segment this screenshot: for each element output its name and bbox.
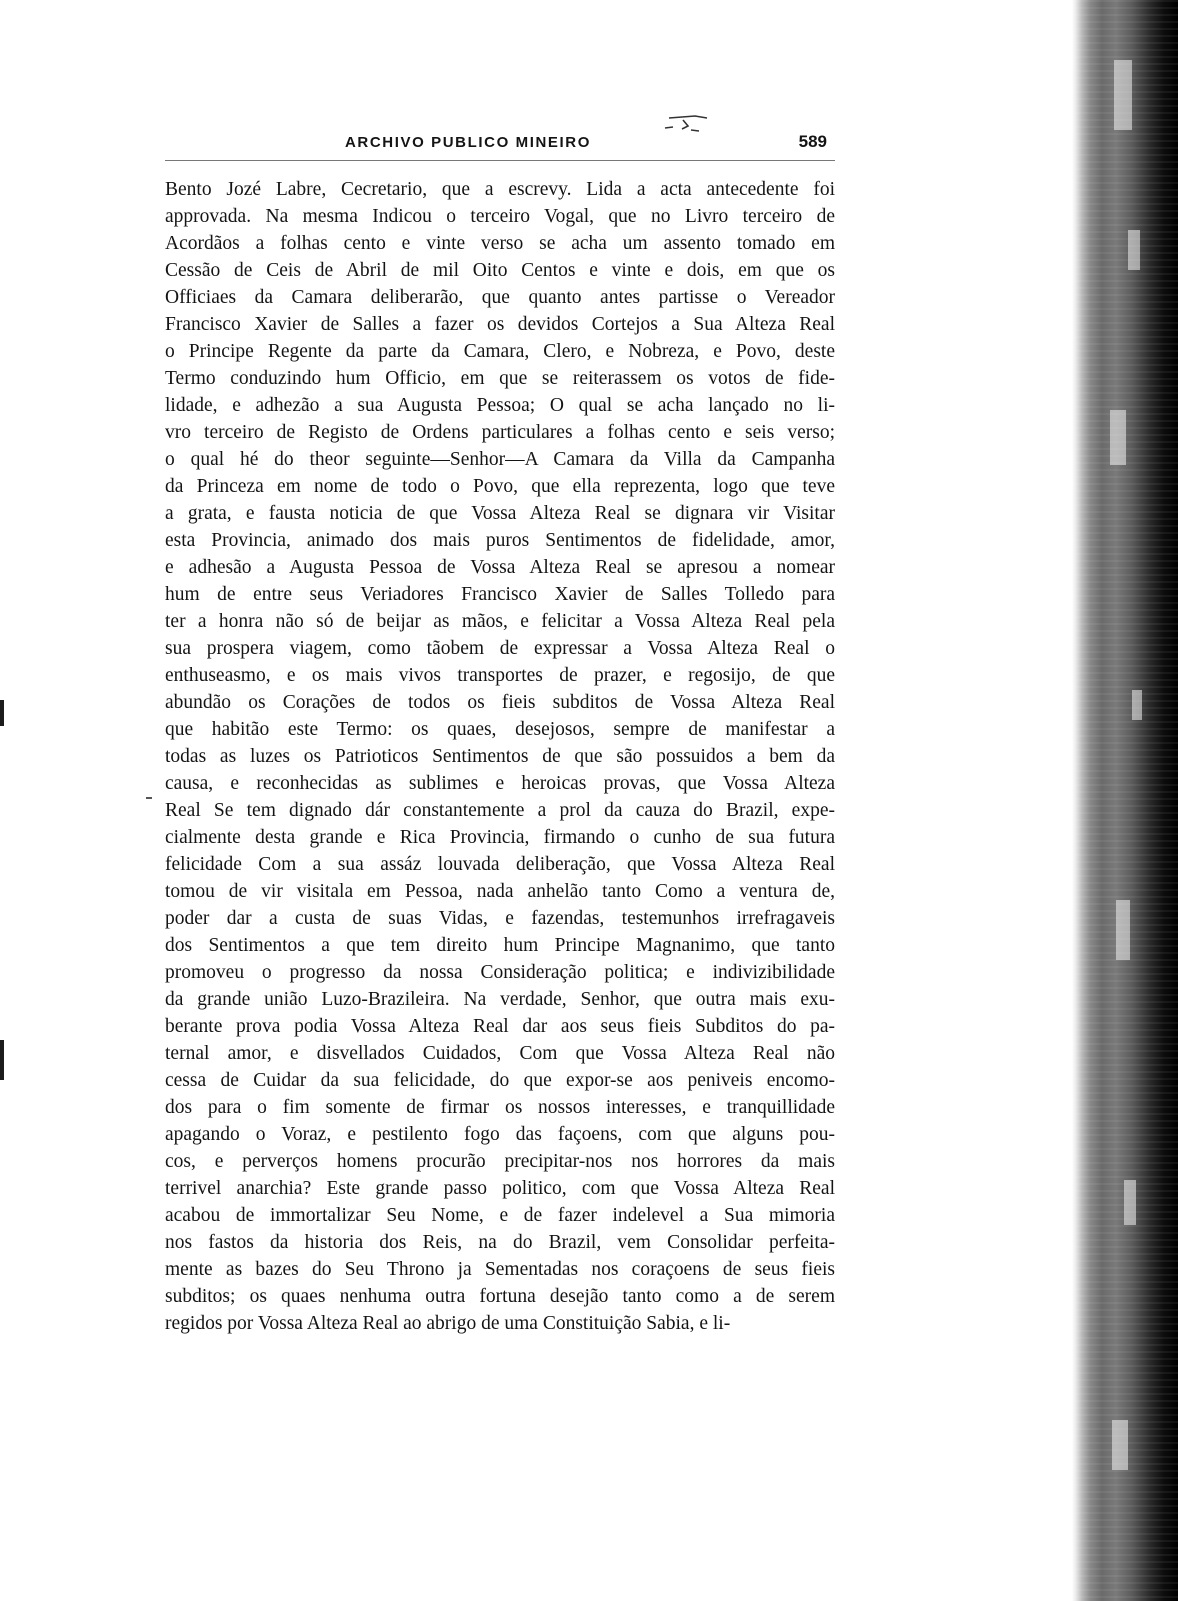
text-line: cessa de Cuidar da sua felicidade, do que expor-se aos peniveis encomo- xyxy=(165,1070,835,1091)
text-line: apagando o Voraz, e pestilento fogo das façoens, com que alguns pou- xyxy=(165,1124,835,1145)
text-line: dos Sentimentos a que tem direito hum Principe Magnanimo, que tanto xyxy=(165,935,835,956)
text-line: ter a honra não só de beijar as mãos, e felicitar a Vossa Alteza Real pela xyxy=(165,611,835,632)
text-line: berante prova podia Vossa Alteza Real dar aos seus fieis Subditos do pa- xyxy=(165,1016,835,1037)
text-line: sua prospera viagem, como tãobem de expressar a Vossa Alteza Real o xyxy=(165,638,835,659)
text-line: todas as luzes os Patrioticos Sentimentos de que são possuidos a bem da xyxy=(165,746,835,767)
text-line: promoveu o progresso da nossa Consideração politica; e indivizibilidade xyxy=(165,962,835,983)
printer-mark-icon xyxy=(655,106,715,136)
text-line: esta Provincia, animado dos mais puros Sentimentos de fidelidade, amor, xyxy=(165,530,835,551)
text-line: cialmente desta grande e Rica Provincia, firmando o cunho de sua futura xyxy=(165,827,835,848)
text-line: lidade, e adhezão a sua Augusta Pessoa; O qual se acha lançado no li- xyxy=(165,395,835,416)
header-rule xyxy=(165,160,835,161)
page-header xyxy=(165,128,835,158)
text-line: Bento Jozé Labre, Cecretario, que a escrevy. Lida a acta antecedente foi xyxy=(165,179,835,200)
text-line: e adhesão a Augusta Pessoa de Vossa Alteza Real se apresou a nomear xyxy=(165,557,835,578)
text-line: acabou de immortalizar Seu Nome, e de fazer indelevel a Sua mimoria xyxy=(165,1205,835,1226)
text-line: o qual hé do theor seguinte—Senhor—A Camara da Villa da Campanha xyxy=(165,449,835,470)
text-line: approvada. Na mesma Indicou o terceiro Vogal, que no Livro terceiro de xyxy=(165,206,835,227)
text-line: subditos; os quaes nenhuma outra fortuna desejão tanto como a de serem xyxy=(165,1286,835,1307)
text-line: cos, e perverços homens procurão precipitar-nos nos horrores da mais xyxy=(165,1151,835,1172)
margin-mark xyxy=(146,797,152,799)
text-line: felicidade Com a sua assáz louvada deliberação, que Vossa Alteza Real xyxy=(165,854,835,875)
text-line: poder dar a custa de suas Vidas, e fazendas, testemunhos irrefragaveis xyxy=(165,908,835,929)
text-line: Cessão de Ceis de Abril de mil Oito Centos e vinte e dois, em que os xyxy=(165,260,835,281)
text-line: tomou de vir visitala em Pessoa, nada anhelão tanto Como a ventura de, xyxy=(165,881,835,902)
page-number: 589 xyxy=(798,132,827,151)
scan-mark-lower xyxy=(0,1040,4,1080)
text-line: da Princeza em nome de todo o Povo, que ella reprezenta, logo que teve xyxy=(165,476,835,497)
text-line: que habitão este Termo: os quaes, desejosos, sempre de manifestar a xyxy=(165,719,835,740)
text-line: hum de entre seus Veriadores Francisco Xavier de Salles Tolledo para xyxy=(165,584,835,605)
text-line: vro terceiro de Registo de Ordens particulares a folhas cento e seis verso; xyxy=(165,422,835,443)
text-line: da grande união Luzo-Brazileira. Na verdade, Senhor, que outra mais exu- xyxy=(165,989,835,1010)
text-line: terrivel anarchia? Este grande passo politico, com que Vossa Alteza Real xyxy=(165,1178,835,1199)
scan-mark-upper xyxy=(0,700,4,726)
text-line: Officiaes da Camara deliberarão, que quanto antes partisse o Vereador xyxy=(165,287,835,308)
text-line: Real Se tem dignado dár constantemente a prol da cauza do Brazil, expe- xyxy=(165,800,835,821)
text-line: Termo conduzindo hum Officio, em que se reiterassem os votos de fide- xyxy=(165,368,835,389)
text-line: mente as bazes do Seu Throno ja Sementadas nos coraçoens de seus fieis xyxy=(165,1259,835,1280)
text-line: abundão os Corações de todos os fieis subditos de Vossa Alteza Real xyxy=(165,692,835,713)
running-title: ARCHIVO PUBLICO MINEIRO xyxy=(345,134,591,151)
text-line: o Principe Regente da parte da Camara, Clero, e Nobreza, e Povo, deste xyxy=(165,341,835,362)
text-line: causa, e reconhecidas as sublimes e heroicas provas, que Vossa Alteza xyxy=(165,773,835,794)
text-line: Acordãos a folhas cento e vinte verso se acha um assento tomado em xyxy=(165,233,835,254)
text-line: regidos por Vossa Alteza Real ao abrigo de uma Constituição Sabia, e li- xyxy=(165,1313,731,1334)
text-line: Francisco Xavier de Salles a fazer os devidos Cortejos a Sua Alteza Real xyxy=(165,314,835,335)
book-binding-edge xyxy=(1072,0,1178,1601)
text-line: enthuseasmo, e os mais vivos transportes de prazer, e regosijo, de que xyxy=(165,665,835,686)
text-line: dos para o fim somente de firmar os nossos interesses, e tranquillidade xyxy=(165,1097,835,1118)
text-line: nos fastos da historia dos Reis, na do Brazil, vem Consolidar perfeita- xyxy=(165,1232,835,1253)
text-line: a grata, e fausta noticia de que Vossa Alteza Real se dignara vir Visitar xyxy=(165,503,835,524)
body-text xyxy=(165,176,835,1337)
text-line: ternal amor, e disvellados Cuidados, Com que Vossa Alteza Real não xyxy=(165,1043,835,1064)
